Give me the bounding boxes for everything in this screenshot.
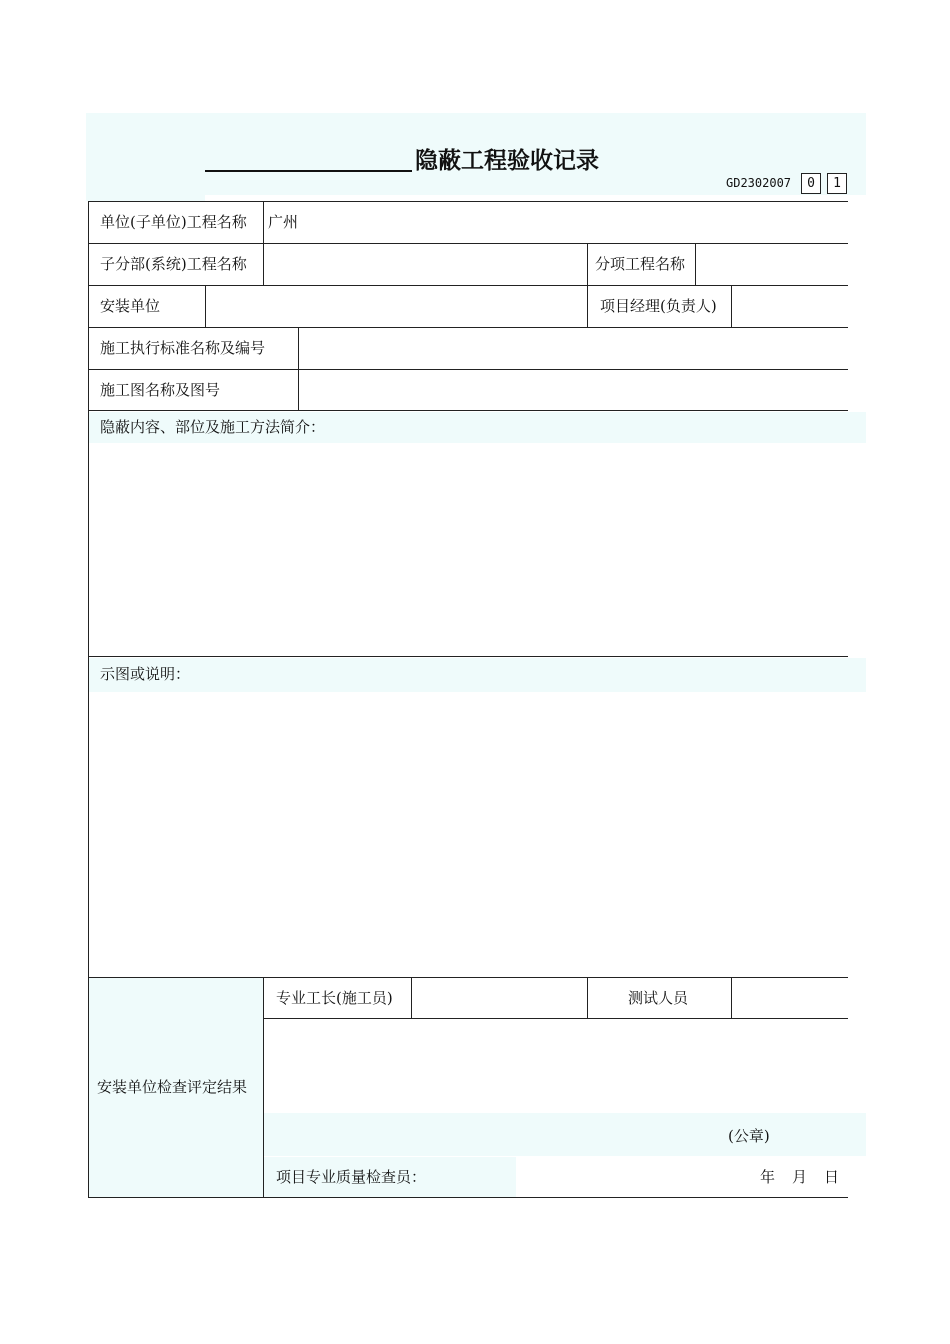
diagram-label-tint [89, 658, 866, 692]
result-label: 安装单位检查评定结果 [97, 1078, 248, 1096]
sub-item-name-label: 分项工程名称 [595, 255, 686, 273]
table-line [88, 1197, 848, 1198]
standard-label: 施工执行标准名称及编号 [100, 339, 266, 357]
title-blank-line [205, 170, 412, 172]
inspector-label: 项目专业质量检查员： [276, 1168, 427, 1186]
table-line [88, 977, 848, 978]
table-line [587, 243, 588, 327]
table-line [205, 285, 206, 327]
table-line [587, 977, 588, 1018]
table-line [695, 243, 696, 285]
tester-label: 测试人员 [628, 989, 689, 1007]
table-line [731, 285, 732, 327]
table-line [88, 243, 848, 244]
diagram-label: 示图或说明： [100, 665, 191, 683]
table-line [298, 327, 299, 410]
table-line [731, 977, 732, 1018]
foreman-label: 专业工长(施工员) [276, 989, 393, 1007]
table-line [411, 977, 412, 1018]
table-line [263, 977, 264, 1197]
page-title: 隐蔽工程验收记录 [415, 148, 599, 174]
table-line [88, 327, 848, 328]
seal-label: (公章) [728, 1127, 770, 1145]
table-line [88, 369, 848, 370]
unit-project-name-value[interactable]: 广州 [268, 213, 299, 231]
date-year: 年 [760, 1168, 776, 1186]
table-line [263, 1018, 848, 1019]
date-month: 月 [792, 1168, 808, 1186]
seal-row-tint [264, 1113, 866, 1156]
sub-division-name-label: 子分部(系统)工程名称 [100, 255, 247, 273]
install-unit-label: 安装单位 [100, 297, 161, 315]
project-manager-label: 项目经理(负责人) [600, 297, 717, 315]
form-code-box-2: 1 [827, 173, 847, 194]
form-code-box-1: 0 [801, 173, 821, 194]
table-line [88, 201, 89, 1197]
table-line [88, 285, 848, 286]
hidden-content-label: 隐蔽内容、部位及施工方法简介： [100, 418, 326, 436]
table-line [88, 410, 848, 411]
header-tint-left [86, 113, 205, 201]
date-day: 日 [824, 1168, 840, 1186]
unit-project-name-label: 单位(子单位)工程名称 [100, 213, 247, 231]
form-code: GD2302007 [726, 176, 792, 190]
table-line [88, 201, 848, 202]
table-line [263, 201, 264, 285]
table-line [88, 656, 848, 657]
drawing-label: 施工图名称及图号 [100, 381, 221, 399]
